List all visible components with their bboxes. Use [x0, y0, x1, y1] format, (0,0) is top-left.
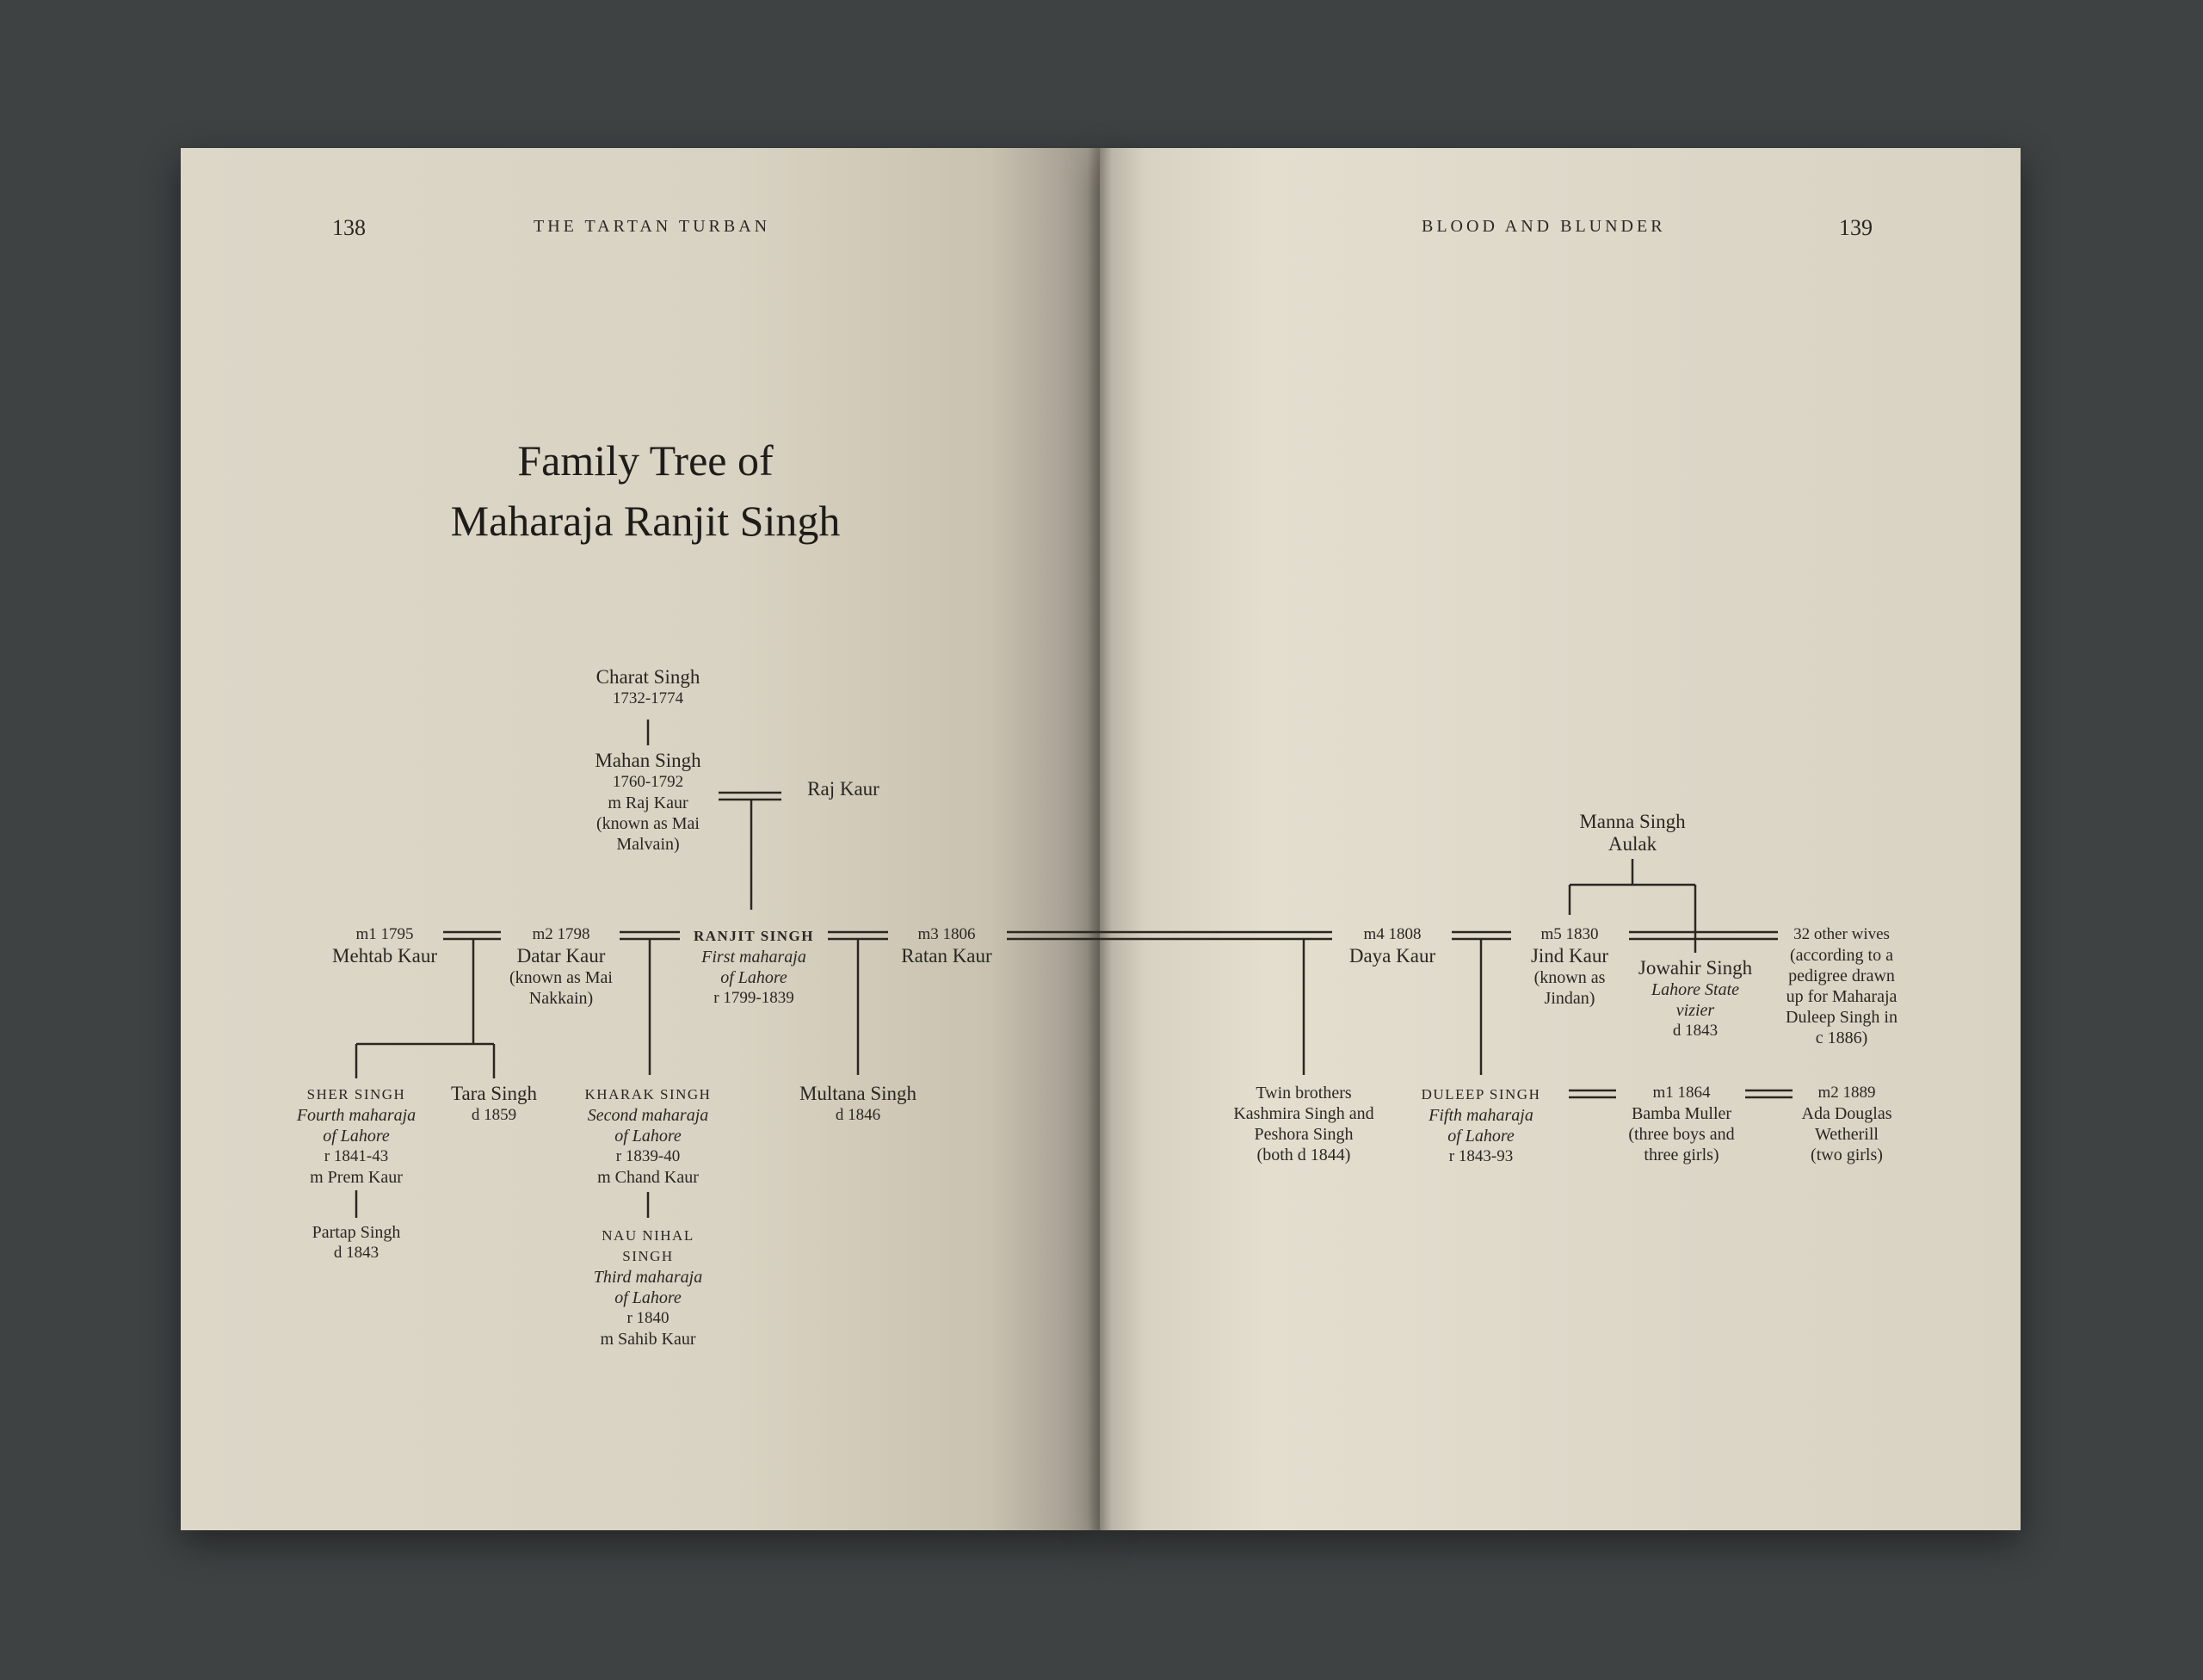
ranjit-name: RANJIT SINGH	[693, 928, 815, 944]
jowahir-death: d 1843	[1672, 1022, 1719, 1040]
charat-dates: 1732-1774	[612, 689, 684, 707]
twins-l1: Twin brothers	[1256, 1084, 1352, 1102]
nau-spouse: m Sahib Kaur	[600, 1330, 696, 1349]
other-wives-l5: Duleep Singh in	[1786, 1008, 1898, 1027]
mehtab-marriage: m1 1795	[355, 925, 414, 943]
manna-name2: Aulak	[1608, 833, 1657, 855]
mahan-note2: (known as Mai	[596, 814, 700, 833]
raj-kaur-name: Raj Kaur	[807, 778, 879, 800]
right-running-head: BLOOD AND BLUNDER	[1422, 217, 1666, 236]
jind-note1: (known as	[1533, 968, 1606, 987]
twins-l3: Peshora Singh	[1254, 1125, 1354, 1144]
node-other-wives	[1778, 924, 1905, 1048]
sher-role2: of Lahore	[323, 1127, 390, 1146]
datar-note1: (known as Mai	[509, 968, 613, 987]
jind-note2: Jindan)	[1544, 989, 1595, 1008]
tara-death: d 1859	[471, 1106, 517, 1124]
node-daya-kaur	[1334, 924, 1451, 967]
other-wives-l6: c 1886)	[1815, 1028, 1868, 1047]
sher-role1: Fourth maharaja	[296, 1106, 417, 1125]
bamba-name: Bamba Muller	[1631, 1104, 1732, 1123]
title-line-1: Family Tree of	[517, 436, 774, 485]
kharak-reign: r 1839-40	[615, 1147, 681, 1165]
ranjit-reign: r 1799-1839	[713, 989, 794, 1007]
node-multana-singh	[781, 1083, 935, 1126]
nau-name1: NAU NIHAL	[602, 1227, 694, 1244]
node-datar-kaur	[492, 924, 630, 1009]
node-partap-singh	[296, 1222, 417, 1263]
bamba-note2: three girls)	[1644, 1146, 1719, 1164]
kharak-role2: of Lahore	[614, 1127, 682, 1146]
manna-name1: Manna Singh	[1579, 811, 1686, 832]
bamba-marriage: m1 1864	[1652, 1084, 1711, 1102]
duleep-role1: Fifth maharaja	[1429, 1106, 1533, 1125]
mahan-dates: 1760-1792	[612, 773, 684, 791]
multana-name: Multana Singh	[799, 1083, 917, 1104]
node-mahan-singh	[562, 750, 734, 855]
nau-role1: Third maharaja	[593, 1268, 703, 1287]
other-wives-l2: (according to a	[1790, 946, 1893, 965]
duleep-reign: r 1843-93	[1448, 1147, 1514, 1165]
mahan-note3: Malvain)	[616, 835, 680, 854]
node-raj-kaur	[792, 778, 895, 800]
ratan-name: Ratan Kaur	[901, 945, 992, 967]
sher-name: SHER SINGH	[306, 1086, 406, 1102]
mehtab-name: Mehtab Kaur	[332, 945, 437, 967]
other-wives-l4: up for Maharaja	[1786, 987, 1898, 1006]
nau-role2: of Lahore	[614, 1288, 682, 1307]
node-nau-nihal-singh	[579, 1226, 717, 1350]
kharak-name: KHARAK SINGH	[584, 1086, 712, 1102]
bamba-note1: (three boys and	[1628, 1125, 1735, 1144]
partap-death: d 1843	[333, 1244, 380, 1262]
node-twin-brothers	[1213, 1083, 1394, 1165]
daya-marriage: m4 1808	[1363, 925, 1422, 943]
jind-name: Jind Kaur	[1530, 945, 1609, 967]
node-jowahir-singh	[1626, 957, 1764, 1041]
charat-name: Charat Singh	[595, 666, 700, 688]
sher-reign: r 1841-43	[324, 1147, 389, 1165]
node-tara-singh	[440, 1083, 548, 1126]
node-manna-singh	[1564, 811, 1701, 855]
node-ranjit-singh	[676, 926, 831, 1009]
datar-note2: Nakkain)	[528, 989, 594, 1008]
node-jind-kaur	[1518, 924, 1621, 1009]
node-bamba-muller	[1618, 1083, 1745, 1165]
jind-marriage: m5 1830	[1540, 925, 1599, 943]
nau-reign: r 1840	[626, 1309, 670, 1327]
node-charat-singh	[562, 666, 734, 709]
nau-name2: SINGH	[622, 1248, 674, 1264]
multana-death: d 1846	[835, 1106, 881, 1124]
ada-name1: Ada Douglas	[1801, 1104, 1892, 1123]
other-wives-l1: 32 other wives	[1793, 925, 1890, 943]
left-page-number: 138	[332, 215, 366, 240]
datar-name: Datar Kaur	[516, 945, 606, 967]
right-page-number: 139	[1839, 215, 1873, 240]
kharak-spouse: m Chand Kaur	[597, 1168, 699, 1187]
ada-marriage: m2 1889	[1817, 1084, 1876, 1102]
daya-name: Daya Kaur	[1348, 945, 1436, 967]
kharak-role1: Second maharaja	[587, 1106, 709, 1125]
node-kharak-singh	[571, 1084, 725, 1188]
left-running-head: THE TARTAN TURBAN	[534, 217, 771, 236]
ranjit-role1: First maharaja	[701, 948, 806, 967]
jowahir-role1: Lahore State	[1651, 980, 1740, 999]
node-duleep-singh	[1412, 1084, 1550, 1167]
ranjit-role2: of Lahore	[720, 968, 787, 987]
other-wives-l3: pedigree drawn	[1788, 967, 1895, 985]
sher-spouse: m Prem Kaur	[310, 1168, 403, 1187]
title-line-2: Maharaja Ranjit Singh	[450, 497, 841, 545]
duleep-role2: of Lahore	[1447, 1127, 1515, 1146]
jowahir-name: Jowahir Singh	[1638, 957, 1753, 979]
node-ratan-kaur	[886, 924, 1007, 967]
ada-name2: Wetherill	[1815, 1125, 1879, 1144]
node-ada-douglas-wetherill	[1786, 1083, 1907, 1165]
tara-name: Tara Singh	[451, 1083, 537, 1104]
twins-l2: Kashmira Singh and	[1233, 1104, 1374, 1123]
ratan-marriage: m3 1806	[917, 925, 976, 943]
twins-l4: (both d 1844)	[1256, 1146, 1351, 1164]
node-sher-singh	[287, 1084, 425, 1188]
node-mehtab-kaur	[316, 924, 454, 967]
jowahir-role2: vizier	[1675, 1001, 1715, 1020]
mahan-note1: m Raj Kaur	[608, 794, 688, 812]
mahan-name: Mahan Singh	[595, 750, 701, 771]
ada-note: (two girls)	[1811, 1146, 1883, 1164]
datar-marriage: m2 1798	[532, 925, 590, 943]
duleep-name: DULEEP SINGH	[1421, 1086, 1541, 1102]
partap-name: Partap Singh	[312, 1223, 401, 1242]
